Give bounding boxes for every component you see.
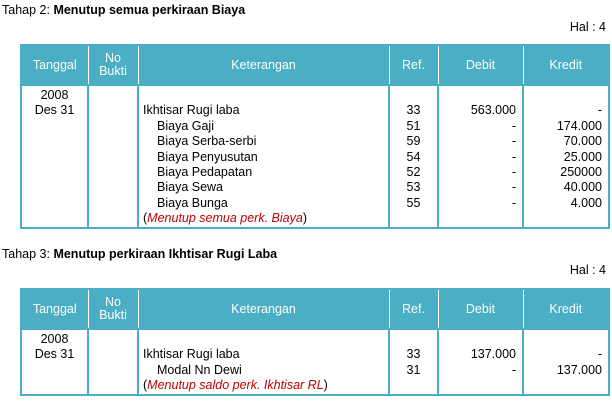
closing-note: (Menutup semua perk. Biaya) <box>143 211 307 226</box>
table-header-row <box>21 289 609 329</box>
date-year: 2008 <box>40 88 69 102</box>
no-bukti-cell <box>88 85 138 228</box>
header-keterangan: Keterangan <box>138 45 389 85</box>
ref-cell: 33 31 <box>389 329 438 395</box>
date-year: 2008 <box>40 332 69 346</box>
section-2-prefix: Tahap 2: <box>2 3 54 17</box>
header-no-bukti: No Bukti <box>88 45 138 85</box>
closing-note: (Menutup saldo perk. Ikhtisar RL) <box>143 378 328 393</box>
entry-label: Biaya Sewa <box>157 180 224 195</box>
entry-label: Ikhtisar Rugi laba <box>143 103 240 118</box>
header-debit: Debit <box>438 289 523 329</box>
entry-label: Biaya Penyusutan <box>157 149 258 164</box>
table-row <box>21 329 609 395</box>
section-3-page-number: Hal : 4 <box>569 263 606 277</box>
entry-label: Ikhtisar Rugi laba <box>143 347 240 362</box>
section-2-title <box>2 3 245 17</box>
header-debit: Debit <box>438 45 523 85</box>
table-row <box>21 85 609 228</box>
section-3-title <box>2 247 277 261</box>
date-cell <box>21 85 88 228</box>
section-3-prefix: Tahap 3: <box>2 247 54 261</box>
debit-cell: 563.000 - - - - - - <box>438 85 523 228</box>
entry-label: Biaya Pedapatan <box>157 164 253 179</box>
date-day: Des 31 <box>34 347 75 362</box>
header-kredit: Kredit <box>523 45 609 85</box>
keterangan-cell <box>138 329 389 395</box>
journal-table-section-2 <box>20 44 610 229</box>
header-no-bukti: No Bukti <box>88 289 138 329</box>
debit-cell: 137.000 - <box>438 329 523 395</box>
entry-label: Biaya Bunga <box>157 195 228 210</box>
journal-table-section-3 <box>20 288 610 396</box>
header-keterangan: Keterangan <box>138 289 389 329</box>
entry-label: Modal Nn Dewi <box>157 362 242 377</box>
section-3-heading: Menutup perkiraan Ikhtisar Rugi Laba <box>53 247 278 261</box>
entry-label: Biaya Gaji <box>157 118 214 133</box>
ref-cell: 33 51 59 54 52 53 55 <box>389 85 438 228</box>
header-ref: Ref. <box>389 289 438 329</box>
header-tanggal: Tanggal <box>21 45 88 85</box>
keterangan-cell <box>138 85 389 228</box>
entry-label: Biaya Serba-serbi <box>157 134 257 149</box>
section-2-page-number: Hal : 4 <box>569 20 606 34</box>
no-bukti-cell <box>88 329 138 395</box>
date-day: Des 31 <box>34 103 75 118</box>
header-ref: Ref. <box>389 45 438 85</box>
kredit-cell: - 174.000 70.000 25.000 250000 40.000 4.000 <box>523 85 609 228</box>
date-cell <box>21 329 88 395</box>
table-header-row <box>21 45 609 85</box>
kredit-cell: - 137.000 <box>523 329 609 395</box>
header-tanggal: Tanggal <box>21 289 88 329</box>
header-kredit: Kredit <box>523 289 609 329</box>
section-2-heading: Menutup semua perkiraan Biaya <box>53 3 246 17</box>
